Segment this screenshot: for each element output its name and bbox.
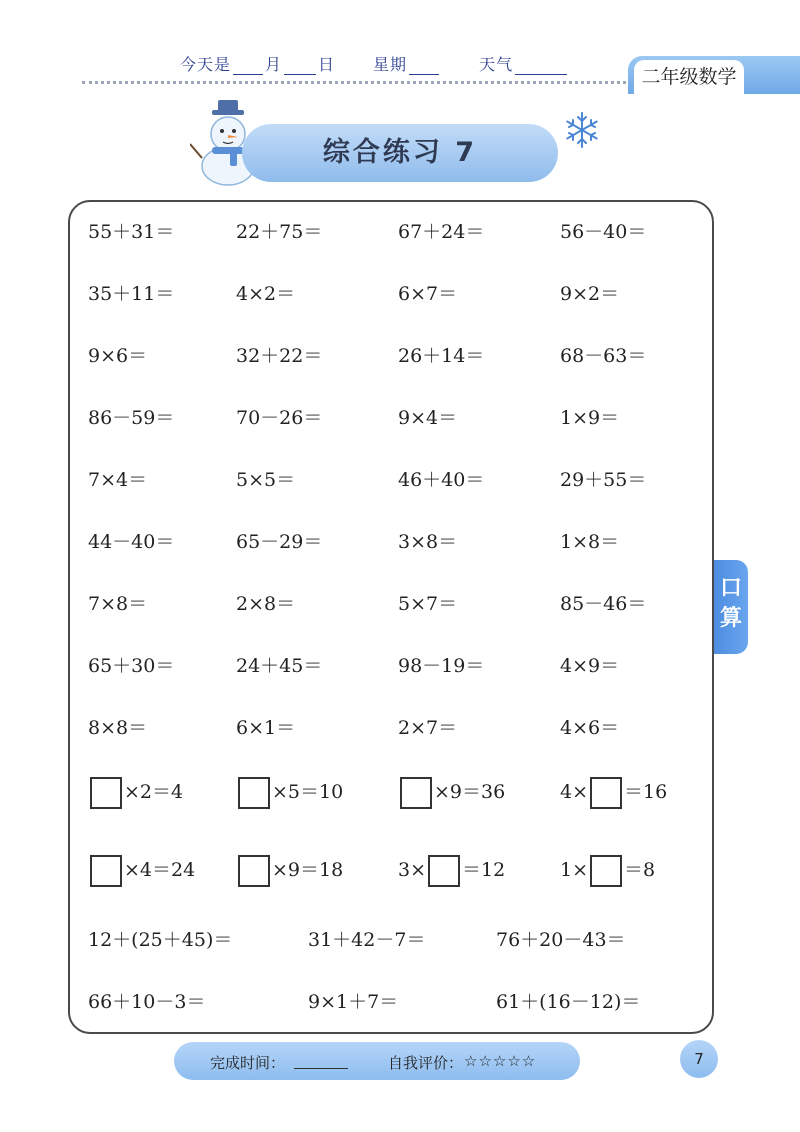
problem: 5×7＝ xyxy=(398,593,458,615)
problem-row xyxy=(70,584,716,624)
problem: 4×9＝ xyxy=(560,655,620,677)
problem: 9×4＝ xyxy=(398,407,458,429)
footer-bar xyxy=(174,1042,580,1080)
exercise-box xyxy=(68,200,714,1034)
weekday-label: 星期 xyxy=(373,55,408,74)
problem: 1×8＝ xyxy=(560,531,620,553)
problem: 6×7＝ xyxy=(398,283,458,305)
problem-row xyxy=(70,850,716,890)
problem: 8×8＝ xyxy=(88,717,148,739)
self-eval-label: 自我评价： xyxy=(388,1054,464,1072)
page-title: 综合练习 7 xyxy=(242,124,558,182)
after-text: ×9＝36 xyxy=(434,781,506,803)
problem: 1×9＝ xyxy=(560,407,620,429)
problem: 22＋75＝ xyxy=(236,221,323,243)
fill-in-problem xyxy=(398,772,505,812)
month-label: 月 xyxy=(265,55,283,74)
fill-in-problem xyxy=(560,772,667,812)
before-text: 4× xyxy=(560,781,589,803)
fill-in-problem xyxy=(236,850,343,890)
after-text: ＝12 xyxy=(462,859,506,881)
problem: 3×8＝ xyxy=(398,531,458,553)
problem: 29＋55＝ xyxy=(560,469,647,491)
problem: 98－19＝ xyxy=(398,655,485,677)
answer-box[interactable] xyxy=(90,777,122,809)
problem: 9×6＝ xyxy=(88,345,148,367)
answer-box[interactable] xyxy=(428,855,460,887)
problem: 9×2＝ xyxy=(560,283,620,305)
after-text: ＝16 xyxy=(624,781,668,803)
answer-box[interactable] xyxy=(238,777,270,809)
problem: 4×6＝ xyxy=(560,717,620,739)
problem-row xyxy=(70,982,716,1022)
problem-row xyxy=(70,772,716,812)
day-label: 日 xyxy=(318,55,336,74)
after-text: ×5＝10 xyxy=(272,781,344,803)
problem-row xyxy=(70,336,716,376)
problem: 65－29＝ xyxy=(236,531,323,553)
problem: 65＋30＝ xyxy=(88,655,175,677)
snowflake-icon xyxy=(562,110,602,150)
answer-box[interactable] xyxy=(590,777,622,809)
side-tab-line2: 算 xyxy=(719,606,742,631)
rating-stars[interactable]: ☆☆☆☆☆ xyxy=(464,1052,537,1070)
problem: 44－40＝ xyxy=(88,531,175,553)
problem: 12＋(25＋45)＝ xyxy=(88,929,233,951)
problem-row xyxy=(70,646,716,686)
problem: 46＋40＝ xyxy=(398,469,485,491)
problem: 55＋31＝ xyxy=(88,221,175,243)
problem: 61＋(16－12)＝ xyxy=(496,991,641,1013)
fill-in-problem xyxy=(398,850,505,890)
problem: 56－40＝ xyxy=(560,221,647,243)
answer-box[interactable] xyxy=(90,855,122,887)
weather-label: 天气 xyxy=(479,55,514,74)
weather-blank[interactable] xyxy=(515,60,567,75)
completion-time-blank[interactable] xyxy=(294,1068,348,1069)
problem: 2×8＝ xyxy=(236,593,296,615)
problem: 68－63＝ xyxy=(560,345,647,367)
fill-in-problem xyxy=(560,850,655,890)
problem: 26＋14＝ xyxy=(398,345,485,367)
problem-row xyxy=(70,920,716,960)
after-text: ×4＝24 xyxy=(124,859,196,881)
side-tab-line1: 口 xyxy=(719,576,742,601)
problem: 7×4＝ xyxy=(88,469,148,491)
dotted-divider xyxy=(82,81,626,84)
problem-row xyxy=(70,398,716,438)
after-text: ×2＝4 xyxy=(124,781,184,803)
problem: 67＋24＝ xyxy=(398,221,485,243)
page-number: 7 xyxy=(680,1040,718,1078)
problem: 86－59＝ xyxy=(88,407,175,429)
problem-row xyxy=(70,708,716,748)
weekday-blank[interactable] xyxy=(409,60,439,75)
fill-in-problem xyxy=(236,772,343,812)
after-text: ＝8 xyxy=(624,859,656,881)
problem: 35＋11＝ xyxy=(88,283,175,305)
side-tab-oral-calc xyxy=(714,560,748,654)
problem: 31＋42－7＝ xyxy=(308,929,426,951)
after-text: ×9＝18 xyxy=(272,859,344,881)
problem: 2×7＝ xyxy=(398,717,458,739)
day-blank[interactable] xyxy=(284,60,316,75)
problem: 85－46＝ xyxy=(560,593,647,615)
problem-row xyxy=(70,212,716,252)
problem-row xyxy=(70,522,716,562)
problem: 4×2＝ xyxy=(236,283,296,305)
today-label: 今天是 xyxy=(180,55,232,74)
problem: 9×1＋7＝ xyxy=(308,991,399,1013)
problem: 6×1＝ xyxy=(236,717,296,739)
problem: 24＋45＝ xyxy=(236,655,323,677)
month-blank[interactable] xyxy=(233,60,263,75)
answer-box[interactable] xyxy=(238,855,270,887)
problem: 70－26＝ xyxy=(236,407,323,429)
answer-box[interactable] xyxy=(400,777,432,809)
problem: 32＋22＝ xyxy=(236,345,323,367)
problem: 76＋20－43＝ xyxy=(496,929,626,951)
page-header xyxy=(0,40,800,100)
completion-time-label: 完成时间： xyxy=(210,1054,286,1072)
fill-in-problem xyxy=(88,772,183,812)
before-text: 1× xyxy=(560,859,589,881)
date-line xyxy=(180,52,569,75)
before-text: 3× xyxy=(398,859,427,881)
grade-label: 二年级数学 xyxy=(634,60,744,94)
problem: 5×5＝ xyxy=(236,469,296,491)
problem: 7×8＝ xyxy=(88,593,148,615)
problem: 66＋10－3＝ xyxy=(88,991,206,1013)
answer-box[interactable] xyxy=(590,855,622,887)
problem-row xyxy=(70,274,716,314)
fill-in-problem xyxy=(88,850,195,890)
problem-row xyxy=(70,460,716,500)
